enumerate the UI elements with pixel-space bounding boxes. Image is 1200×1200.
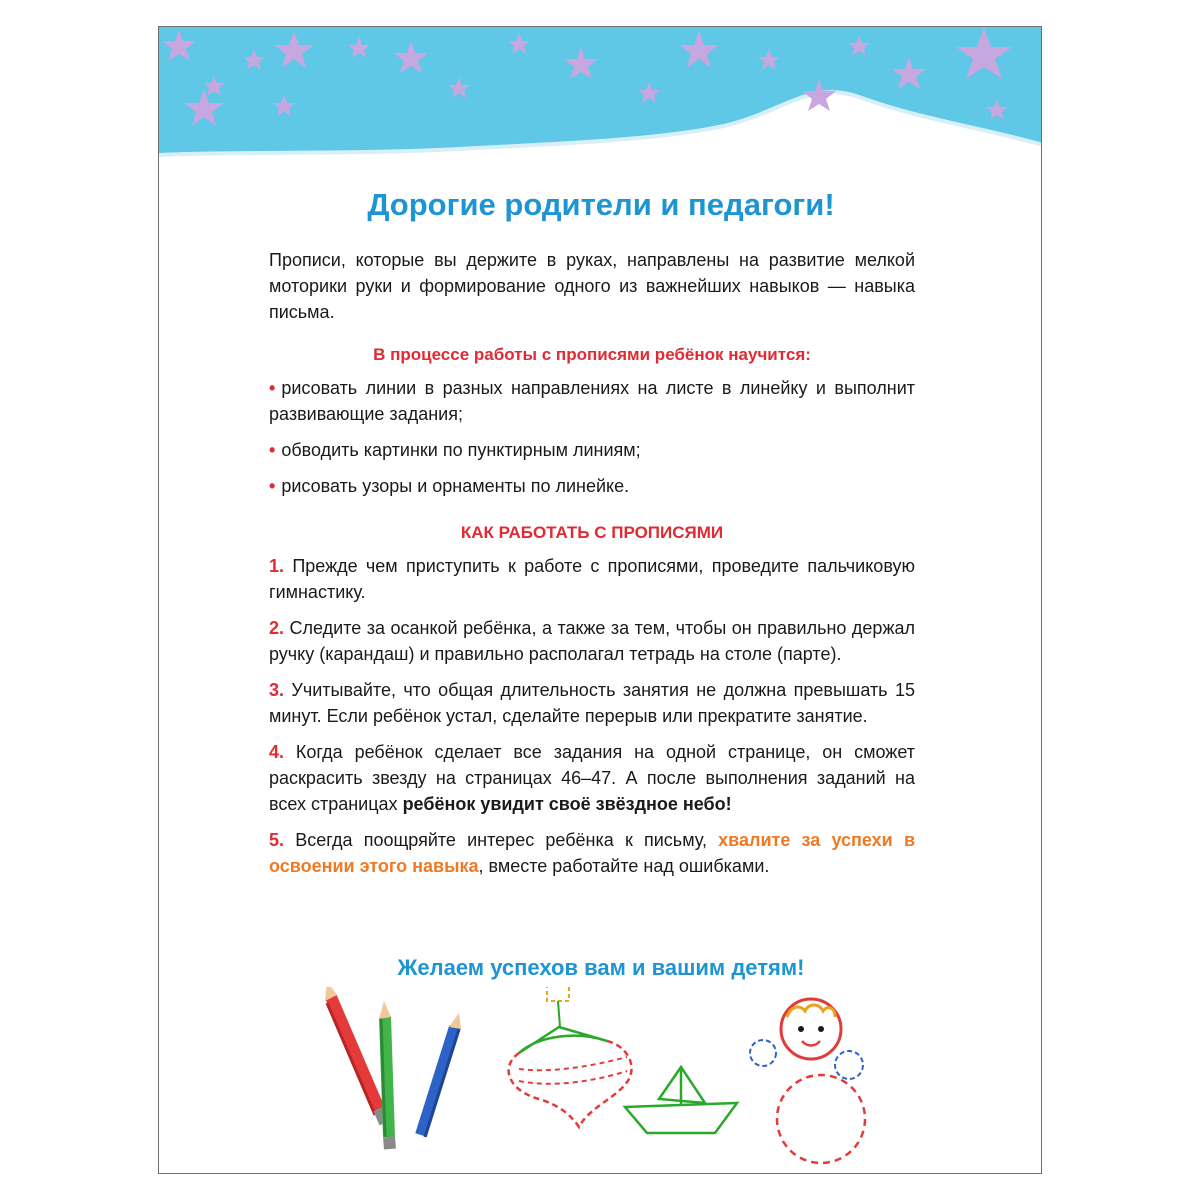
step-number: 1.	[269, 556, 285, 576]
workbook-page	[158, 26, 1042, 1174]
paper-boat-icon	[625, 1067, 737, 1133]
step-number: 5.	[269, 830, 285, 850]
list-item	[269, 375, 915, 427]
page-title: Дорогие родители и педагоги!	[367, 187, 835, 222]
list-item	[269, 553, 915, 605]
step-number: 2.	[269, 618, 285, 638]
skills-list	[269, 375, 915, 509]
bullet-text: рисовать узоры и орнаменты по линейке.	[281, 476, 630, 496]
list-item	[269, 615, 915, 667]
step-text: Учитывайте, что общая длительность занятия не должна превышать 15 минут. Если ребёнок устал, сделайте перерыв или прекратите занятие.	[269, 680, 915, 726]
bullet-icon: •	[269, 476, 276, 496]
bullet-icon: •	[269, 440, 276, 460]
step-highlight: хвалите за успехи в освоении этого навыка	[269, 830, 916, 876]
bullet-text: обводить картинки по пунктирным линиям;	[281, 440, 641, 460]
step-number: 3.	[269, 680, 285, 700]
list-item	[269, 827, 915, 879]
green-pencil-icon	[379, 1001, 391, 1149]
step-text: Всегда поощряйте интерес ребёнка к письму,	[295, 830, 719, 850]
roly-poly-doll-icon	[750, 999, 865, 1163]
steps-list	[269, 553, 915, 889]
list-item	[269, 473, 915, 499]
list-item	[269, 739, 915, 817]
bullet-text: рисовать линии в разных направлениях на листе в линейку и выполнит развивающие задания;	[269, 378, 915, 424]
step-text: Прежде чем приступить к работе с прописями, проведите пальчиковую гимнастику.	[269, 556, 915, 602]
learn-heading: В процессе работы с прописями ребёнок научится:	[373, 345, 811, 364]
intro-paragraph: Прописи, которые вы держите в руках, направлены на развитие мелкой моторики руки и формирование одного из важнейших навыков — навыка письма.	[269, 250, 915, 322]
list-item	[269, 677, 915, 729]
step-number: 4.	[269, 742, 285, 762]
red-pencil-icon	[325, 987, 385, 1123]
illustrations	[159, 987, 1042, 1167]
list-item	[269, 437, 915, 463]
star-sky-banner	[159, 27, 1042, 157]
how-to-heading: КАК РАБОТАТЬ С ПРОПИСЯМИ	[460, 523, 724, 542]
blue-pencil-icon	[421, 1013, 461, 1137]
spinning-top-icon	[509, 987, 632, 1127]
step-text-end: , вместе работайте над ошибками.	[478, 856, 770, 876]
step-text: Следите за осанкой ребёнка, а также за тем, чтобы он правильно держал ручку (карандаш) и правильно располагал тетрадь на столе (парте).	[269, 618, 915, 664]
step-highlight: ребёнок увидит своё звёздное небо!	[402, 794, 732, 814]
bullet-icon: •	[269, 378, 276, 398]
step-text: Когда ребёнок сделает все задания на одной странице, он сможет раскрасить звезду на страницах 46–47. А после выполнения заданий на всех страницах	[269, 742, 915, 814]
wish-text: Желаем успехов вам и вашим детям!	[397, 955, 805, 980]
